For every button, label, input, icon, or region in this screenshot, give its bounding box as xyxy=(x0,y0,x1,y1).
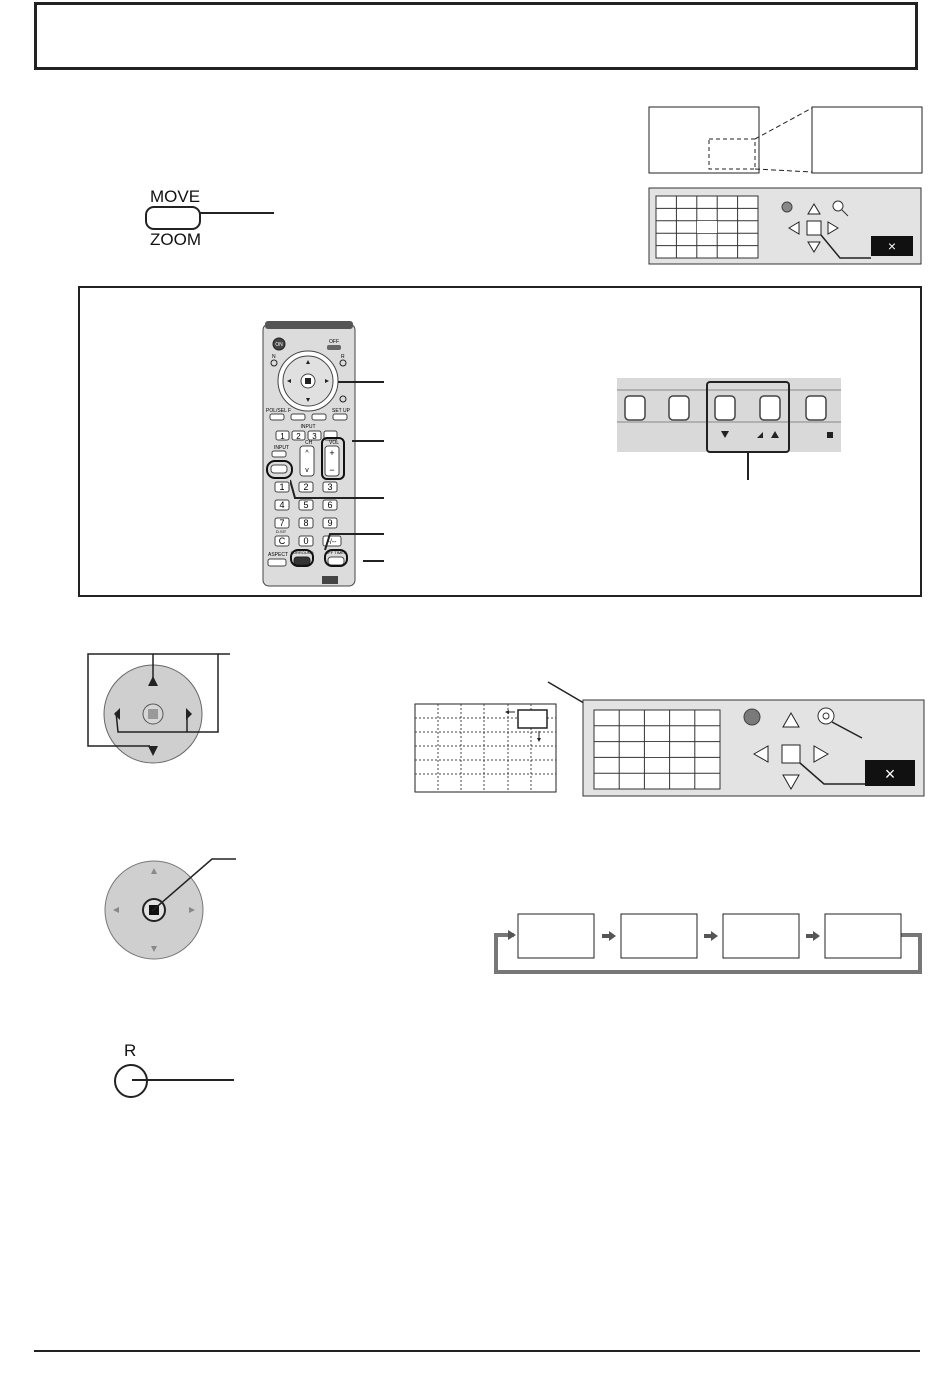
key-d-sit: D.SIT xyxy=(276,529,287,534)
key-on: ON xyxy=(275,342,283,348)
close-symbol: × xyxy=(884,764,896,784)
svg-text:5: 5 xyxy=(303,500,309,510)
off-button xyxy=(327,345,341,350)
zoom-preview-diagram xyxy=(648,106,924,266)
svg-text:2: 2 xyxy=(296,432,301,441)
svg-text:−: − xyxy=(329,465,335,475)
key-pol-sel: POL/SEL F xyxy=(266,408,292,414)
svg-text:-/--: -/-- xyxy=(327,539,337,546)
key-input: INPUT xyxy=(274,445,289,451)
svg-text:v: v xyxy=(305,467,309,474)
key-vol: VOL xyxy=(329,440,340,446)
key-setup: SET UP xyxy=(332,408,350,414)
svg-text:6: 6 xyxy=(327,500,333,510)
r-button[interactable] xyxy=(114,1064,148,1098)
center-dpad-diagram xyxy=(102,856,238,960)
remote-leader-lines xyxy=(290,380,390,570)
svg-text:3: 3 xyxy=(327,482,333,492)
close-symbol-small: × xyxy=(887,238,897,254)
svg-text:^: ^ xyxy=(305,450,309,457)
svg-text:2: 2 xyxy=(303,482,309,492)
key-off-timer: OFF TIMER xyxy=(325,550,347,555)
svg-text:1: 1 xyxy=(280,432,285,441)
svg-text:8: 8 xyxy=(303,518,309,528)
key-ch: CH xyxy=(305,440,313,446)
svg-text:0: 0 xyxy=(303,536,309,546)
move-dpad-diagram xyxy=(86,646,236,766)
svg-text:C: C xyxy=(278,536,286,546)
r-label: R xyxy=(124,1041,137,1060)
svg-text:4: 4 xyxy=(279,500,285,510)
svg-text:7: 7 xyxy=(279,518,285,528)
r-button-leader xyxy=(132,1079,234,1081)
page-title-box xyxy=(34,2,918,70)
zoom-cycle-flow xyxy=(494,910,924,976)
svg-text:+: + xyxy=(329,448,335,458)
key-input-group: INPUT xyxy=(300,424,316,430)
move-label: MOVE xyxy=(150,187,201,206)
unit-buttons-strip xyxy=(617,376,842,480)
zoom-area-grid xyxy=(414,700,558,794)
svg-text:1: 1 xyxy=(279,482,285,492)
move-zoom-button[interactable] xyxy=(145,206,201,230)
position-control-panel xyxy=(540,680,930,800)
footer-rule xyxy=(34,1350,920,1352)
svg-text:3: 3 xyxy=(312,432,317,441)
key-off: OFF xyxy=(329,339,339,345)
move-zoom-leader xyxy=(200,212,274,214)
key-surround: SURROUND xyxy=(290,550,314,555)
key-r: R xyxy=(341,354,345,360)
zoom-label: ZOOM xyxy=(150,230,201,249)
key-n: N xyxy=(272,354,276,360)
svg-text:9: 9 xyxy=(327,518,333,528)
key-aspect: ASPECT xyxy=(268,552,289,558)
